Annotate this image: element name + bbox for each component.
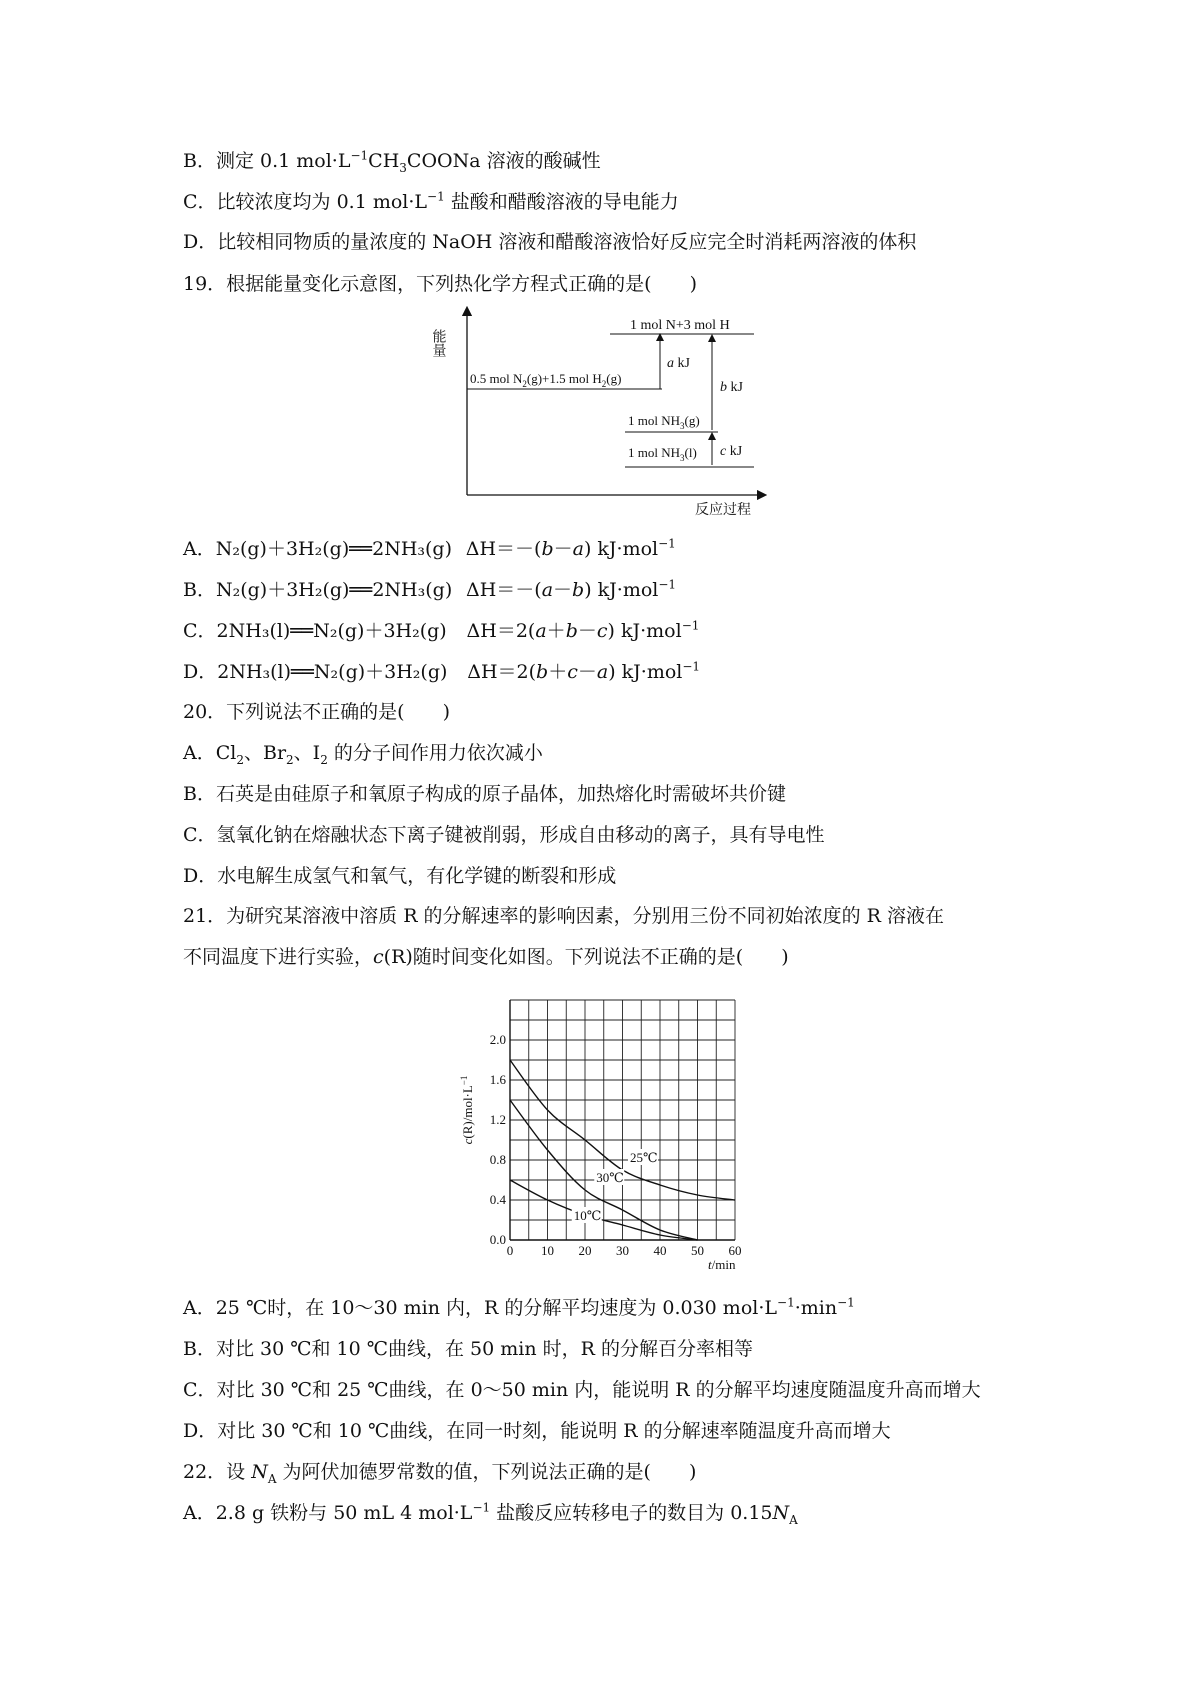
q22-option-a: A．2.8 g 铁粉与 50 mL 4 $mol\cdot L^{-1}$ 盐酸反应转移电子的数目为 $0.15N_A$ [183, 1500, 798, 1527]
q20-option-c: C．氢氧化钠在熔融状态下离子键被削弱，形成自由移动的离子，具有导电性 [183, 824, 825, 846]
series-label: 30℃ [596, 1170, 624, 1185]
y-tick-label: 0.0 [489, 1232, 506, 1247]
q19-option-b: B．N₂(g)＋3H₂(g)══2NH₃(g) ΔH＝－(a－b) kJ·mol$^{-1}$ [183, 577, 677, 601]
arrow-a-label: a kJ [667, 356, 690, 371]
q22-stem: 22．设 $N_A$ 为阿伏加德罗常数的值，下列说法正确的是( ) [183, 1461, 697, 1486]
x-tick-label: 0 [506, 1243, 514, 1258]
q20-stem: 20．下列说法不正确的是( ) [183, 701, 451, 723]
level-top-label: 1 mol N+3 mol H [630, 318, 730, 333]
level-gas-label: 1 mol $NH_3(g)$ [628, 413, 700, 431]
chart-xlabel: t/min [708, 1257, 736, 1272]
q18-option-c: C．比较浓度均为 0.1 $mol\cdot L^{-1}$ 盐酸和醋酸溶液的导电能力 [183, 189, 679, 213]
q20-option-a: A．$Cl_2$、$Br_2$、$I_2$ 的分子间作用力依次减小 [183, 742, 543, 767]
energy-diagram [420, 305, 780, 517]
series-label: 25℃ [630, 1150, 658, 1165]
process-axis-label: 反应过程 [695, 503, 751, 517]
q21-stem-line1: 21．为研究某溶液中溶质 R 的分解速率的影响因素，分别用三份不同初始浓度的 R 溶液在 [183, 905, 944, 927]
q19-stem: 19．根据能量变化示意图，下列热化学方程式正确的是( ) [183, 273, 698, 295]
arrow-c-label: c kJ [720, 444, 743, 459]
q18-option-d: D．比较相同物质的量浓度的 NaOH 溶液和醋酸溶液恰好反应完全时消耗两溶液的体积 [183, 231, 917, 253]
level-start-label: 0.5 mol $N_2(g)+1.5$ mol $H_2(g)$ [470, 371, 622, 389]
x-tick-label: 30 [616, 1243, 629, 1258]
q21-option-a: A．25 ℃时，在 10～30 min 内，R 的分解平均速度为 0.030 $mol\cdot L^{-1}\cdot\min^{-1}$ [183, 1295, 855, 1319]
arrow-b-label: b kJ [720, 380, 743, 395]
x-tick-label: 10 [541, 1243, 554, 1258]
x-tick-label: 40 [653, 1243, 667, 1258]
q21-option-d: D．对比 30 ℃和 10 ℃曲线，在同一时刻，能说明 R 的分解速率随温度升高而增大 [183, 1420, 891, 1442]
concentration-chart [455, 985, 770, 1275]
y-tick-label: 1.2 [489, 1112, 506, 1127]
q21-option-c: C．对比 30 ℃和 25 ℃曲线，在 0～50 min 内，能说明 R 的分解平均速度随温度升高而增大 [183, 1379, 981, 1401]
y-tick-label: 0.4 [489, 1192, 506, 1207]
series-label: 10℃ [573, 1208, 602, 1223]
x-tick-label: 60 [728, 1243, 742, 1258]
y-tick-label: 2.0 [489, 1032, 506, 1047]
q20-option-b: B．石英是由硅原子和氧原子构成的原子晶体，加热熔化时需破坏共价键 [183, 783, 786, 805]
q21-stem-line2: 不同温度下进行实验，c(R)随时间变化如图。下列说法不正确的是( ) [183, 946, 789, 968]
energy-axis-label: 能量 [430, 329, 446, 357]
q19-option-d: D．2NH₃(l)══N₂(g)＋3H₂(g) ΔH＝2(b＋c－a) kJ·mol$^{-1}$ [183, 659, 701, 683]
q18-option-b: B．测定 0.1 $mol\cdot L^{-1}CH_3COONa$ 溶液的酸碱性 [183, 148, 601, 175]
q20-option-d: D．水电解生成氢气和氧气，有化学键的断裂和形成 [183, 865, 617, 887]
level-liquid-label: 1 mol $NH_3(l)$ [628, 445, 697, 463]
y-tick-label: 0.8 [489, 1152, 506, 1167]
y-tick-label: 1.6 [489, 1072, 506, 1087]
q19-option-c: C．2NH₃(l)══N₂(g)＋3H₂(g) ΔH＝2(a＋b－c) kJ·mol$^{-1}$ [183, 618, 700, 642]
chart-ylabel: $c(R)/mol\cdot L^{-1}$ [459, 1075, 475, 1145]
q21-option-b: B．对比 30 ℃和 10 ℃曲线，在 50 min 时，R 的分解百分率相等 [183, 1338, 753, 1360]
x-tick-label: 20 [578, 1243, 592, 1258]
q19-option-a: A．N₂(g)＋3H₂(g)══2NH₃(g) ΔH＝－(b－a) kJ·mol$^{-1}$ [183, 536, 676, 560]
x-tick-label: 50 [691, 1243, 704, 1258]
